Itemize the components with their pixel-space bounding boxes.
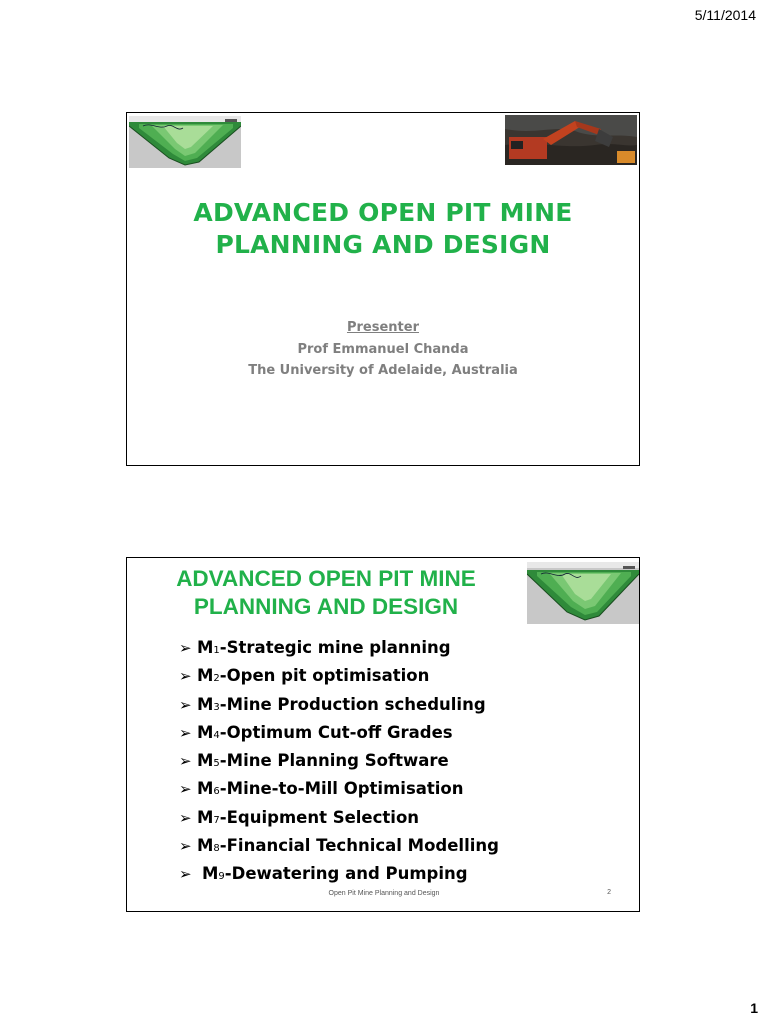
slide-1-title-line-2: PLANNING AND DESIGN	[215, 230, 551, 259]
module-item: ➢ M3-Mine Production scheduling	[179, 692, 499, 720]
arrow-bullet-icon: ➢	[179, 695, 192, 714]
presenter-affiliation: The University of Adelaide, Australia	[248, 363, 518, 378]
slide-1	[126, 112, 640, 466]
module-item: ➢ M7-Equipment Selection	[179, 805, 499, 833]
arrow-bullet-icon: ➢	[179, 752, 192, 771]
slide-2-title-line-2: PLANNING AND DESIGN	[193, 594, 459, 619]
presenter-label: Presenter	[346, 320, 419, 335]
module-item: ➢ M4-Optimum Cut-off Grades	[179, 720, 499, 748]
arrow-bullet-icon: ➢	[179, 667, 192, 686]
open-pit-cross-section-image	[527, 562, 639, 624]
slide-2	[126, 557, 640, 912]
arrow-bullet-icon: ➢	[179, 837, 192, 856]
arrow-bullet-icon: ➢	[179, 639, 192, 657]
module-item: ➢ M9-Dewatering and Pumping	[179, 861, 499, 889]
arrow-bullet-icon: ➢	[179, 780, 192, 799]
slide-1-title	[127, 197, 639, 261]
slide-2-title-line-1: ADVANCED OPEN PIT MINE	[176, 566, 476, 591]
arrow-bullet-icon: ➢	[179, 723, 192, 742]
arrow-bullet-icon: ➢	[179, 808, 192, 827]
slide-footer-number: 2	[607, 889, 611, 896]
module-item: ➢ M2-Open pit optimisation	[179, 663, 499, 691]
open-pit-cross-section-image	[129, 116, 241, 168]
presenter-block	[127, 317, 639, 382]
module-list	[179, 635, 499, 890]
slide-footer-text: Open Pit Mine Planning and Design	[328, 890, 440, 897]
arrow-bullet-icon: ➢	[179, 865, 192, 884]
excavator-photo	[505, 115, 637, 165]
presenter-name: Prof Emmanuel Chanda	[297, 341, 469, 357]
module-item: ➢ M8-Financial Technical Modelling	[179, 833, 499, 861]
module-item: ➢ M6-Mine-to-Mill Optimisation	[179, 776, 499, 804]
page-date: 5/11/2014	[694, 7, 756, 23]
slide-1-title-line-1: ADVANCED OPEN PIT MINE	[193, 198, 573, 227]
module-item: ➢ M1-Strategic mine planning	[179, 635, 499, 663]
page-number: 1	[750, 1000, 758, 1016]
module-item: ➢ M5-Mine Planning Software	[179, 748, 499, 776]
slide-2-title	[131, 565, 521, 621]
